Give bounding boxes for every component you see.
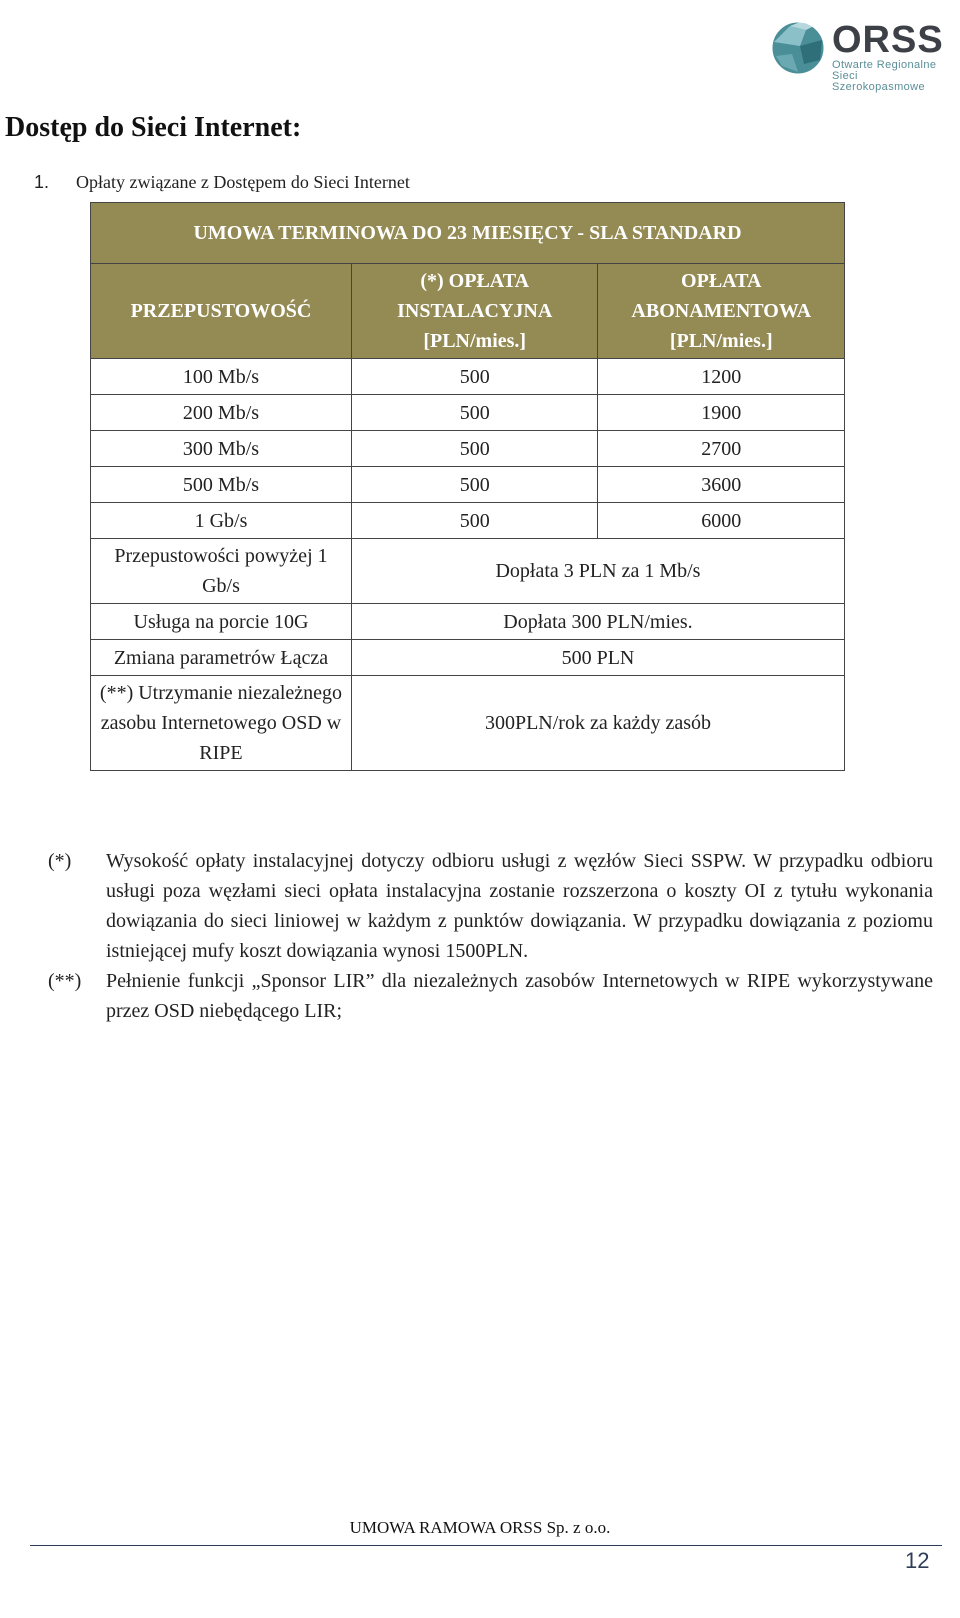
table-row [91,395,845,431]
cell-installation: 500 [351,503,598,539]
cell-bandwidth: 100 Mb/s [91,359,352,395]
logo-subtitle-line1: Otwarte Regionalne [832,59,937,71]
header-subscription-fee: OPŁATA ABONAMENTOWA [PLN/mies.] [598,264,845,359]
cell-subscription: 2700 [598,431,845,467]
cell-installation: 500 [351,359,598,395]
cell-service: Usługa na porcie 10G [91,604,352,640]
cell-subscription: 1900 [598,395,845,431]
page-number: 12 [905,1548,930,1573]
logo-name: ORSS [832,19,944,61]
footnote-mark: (*) [48,850,72,872]
footnote-text: Pełnienie funkcji „Sponsor LIR” dla niezależnych zasobów Internetowych w RIPE wykorzystywane przez OSD niebędącego LIR; [106,970,933,1022]
footnotes [48,846,933,1026]
table-title: UMOWA TERMINOWA DO 23 MIESIĘCY - SLA STANDARD [91,203,845,264]
table-row [91,604,845,640]
table-row [91,431,845,467]
table-row [91,359,845,395]
cell-subscription: 6000 [598,503,845,539]
footnote [48,846,933,966]
cell-charge: 300PLN/rok za każdy zasób [351,676,844,771]
page-heading: Dostęp do Sieci Internet: [5,112,302,143]
table-row [91,676,845,771]
table-row [91,467,845,503]
table-row [91,539,845,604]
footer-divider [30,1545,942,1546]
footnote [48,966,933,1026]
table-row [91,503,845,539]
cell-bandwidth: 200 Mb/s [91,395,352,431]
cell-charge: 500 PLN [351,640,844,676]
pricing-table [90,202,845,771]
table-row [91,640,845,676]
cell-subscription: 3600 [598,467,845,503]
header-bandwidth: PRZEPUSTOWOŚĆ [91,264,352,359]
cell-installation: 500 [351,431,598,467]
cell-bandwidth: 500 Mb/s [91,467,352,503]
section-title [34,172,410,193]
cell-service: Zmiana parametrów Łącza [91,640,352,676]
cell-charge: Dopłata 300 PLN/mies. [351,604,844,640]
cell-service: Przepustowości powyżej 1 Gb/s [91,539,352,604]
cell-bandwidth: 1 Gb/s [91,503,352,539]
cell-installation: 500 [351,467,598,503]
cell-installation: 500 [351,395,598,431]
cell-subscription: 1200 [598,359,845,395]
orss-logo [770,19,950,93]
cell-bandwidth: 300 Mb/s [91,431,352,467]
cell-charge: Dopłata 3 PLN za 1 Mb/s [351,539,844,604]
header-installation-fee: (*) OPŁATA INSTALACYJNA [PLN/mies.] [351,264,598,359]
footnote-text: Wysokość opłaty instalacyjnej dotyczy odbioru usługi z węzłów Sieci SSPW. W przypadku odbioru usługi poza węzłami sieci opłata instalacyjna zostanie rozszerzona o koszty OI z tytułu wykonania dowiązania do sieci liniowej w każdym z punktów dowiązania. W przypadku dowiązania z poziomu istniejącej mufy koszt dowiązania wynosi 1500PLN. [106,850,933,962]
logo-subtitle-line2: Sieci Szerokopasmowe [832,70,926,93]
footnote-mark: (**) [48,970,82,992]
globe-icon [770,20,826,76]
section-text: Opłaty związane z Dostępem do Sieci Internet [76,172,410,192]
cell-service: (**) Utrzymanie niezależnego zasobu Internetowego OSD w RIPE [91,676,352,771]
page-footer: UMOWA RAMOWA ORSS Sp. z o.o. [349,1518,611,1537]
section-number: 1. [34,172,50,192]
